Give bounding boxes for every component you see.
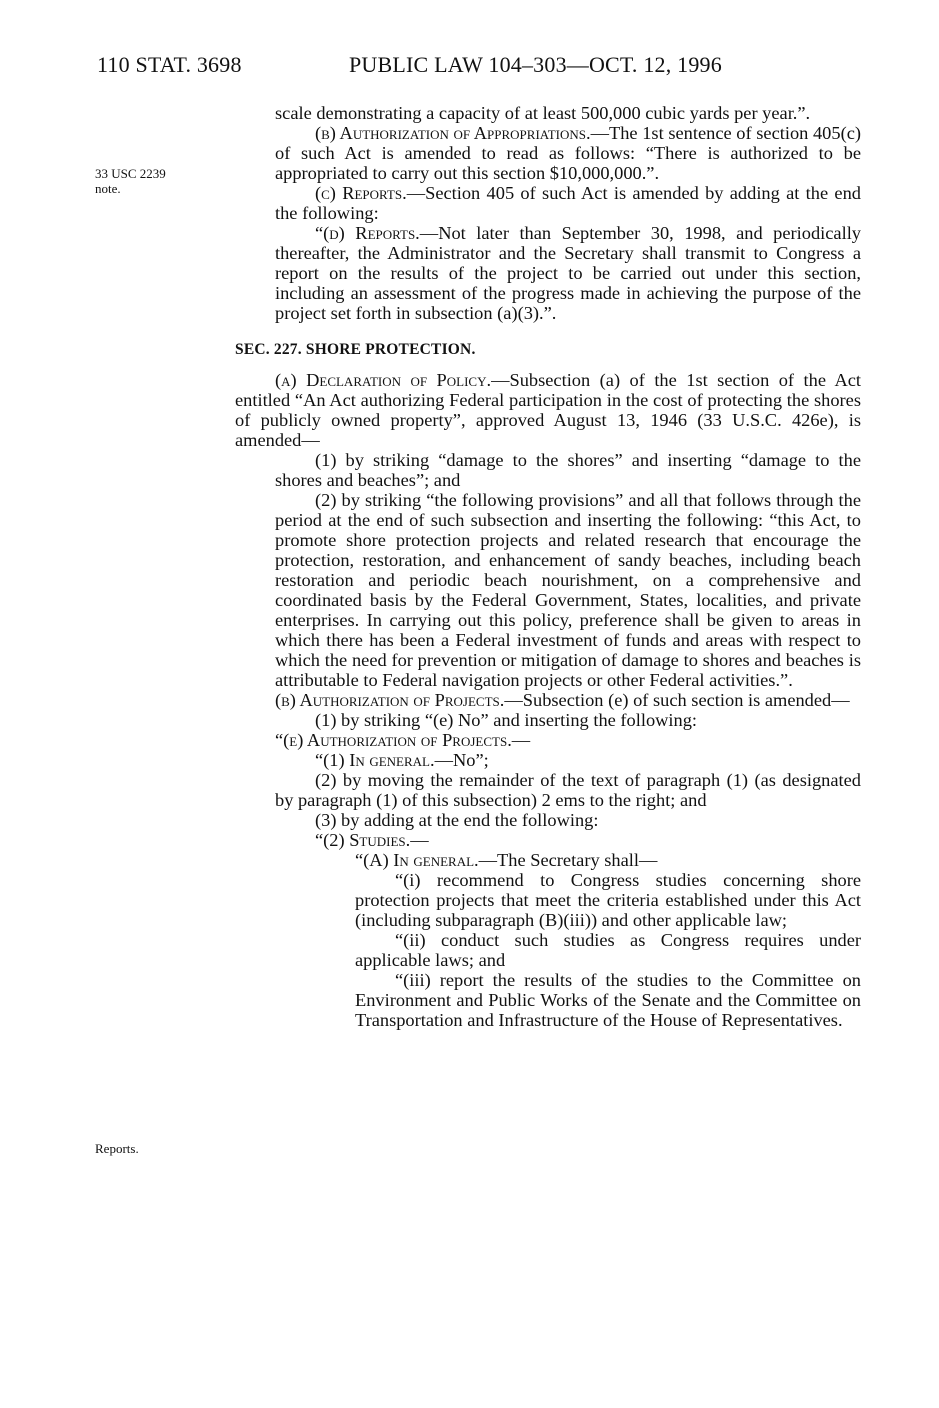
text-c-reports: —Section 405 of such Act is amended by adding at the end the following: <box>275 183 861 223</box>
heading-a-general: “(A) In general. <box>355 850 479 870</box>
margin-note-usc <box>95 166 166 196</box>
paragraph-3-adding: (3) by adding at the end the following: <box>315 810 599 830</box>
heading-e-projects: “(e) Authorization of Projects. <box>275 730 512 750</box>
paragraph-e-projects <box>235 730 861 750</box>
heading-1-general: “(1) In general. <box>315 750 435 770</box>
statute-page-number: 110 STAT. 3698 <box>97 52 242 77</box>
paragraph-2-studies <box>235 830 861 850</box>
text-e-projects: — <box>511 730 531 750</box>
paragraph-c-reports <box>235 183 861 223</box>
clause-i-recommend: “(i) recommend to Congress studies concerning shore protection projects that meet the criteria established under this Act (including subparagraph (B)(iii)) and other applicable law; <box>355 870 861 930</box>
text-d-reports: —Not later than September 30, 1998, and periodically thereafter, the Administrator and the Secretary shall transmit to Congress a report on the results of the project to be carried out under this section, including an assessment of the progress made in achieving the purpose of the project set forth in subsection (a)(3).”. <box>275 223 862 323</box>
paragraph-1-general <box>235 750 861 770</box>
usc-note: note. <box>95 181 121 196</box>
text-b-appropriations: —The 1st sentence of section 405(c) of such Act is amended to read as follows: “There is authorized to be appropriated to carry out this section $10,000,000.”. <box>275 123 861 183</box>
heading-d-reports: “(d) Reports. <box>315 223 420 243</box>
paragraph-continuation: scale demonstrating a capacity of at least 500,000 cubic yards per year.”. <box>275 103 811 123</box>
public-law-title: PUBLIC LAW 104–303—OCT. 12, 1996 <box>349 52 722 77</box>
heading-b-appropriations: (b) Authorization of Appropriations. <box>315 123 591 143</box>
paragraph-d-reports <box>235 223 861 323</box>
paragraph-2-moving: (2) by moving the remainder of the text of paragraph (1) (as designated by paragraph (1) of this subsection) 2 ems to the right; and <box>275 770 861 810</box>
clause-iii-report: “(iii) report the results of the studies to the Committee on Environment and Public Works of the Senate and the Committee on Transportation and Infrastructure of the House of Representatives. <box>355 970 861 1030</box>
document-body <box>235 103 861 1030</box>
paragraph-a-declaration <box>235 370 861 450</box>
margin-note-reports: Reports. <box>95 1141 139 1156</box>
paragraph-b-appropriations <box>235 123 861 183</box>
text-a-declaration: —Subsection (a) of the 1st section of the Act entitled “An Act authorizing Federal participation in the cost of protecting the shores of publicly owned property”, approved August 13, 1946 (33 U.S.C. 426e), is amended— <box>235 370 861 450</box>
heading-b-projects: (b) Authorization of Projects. <box>275 690 505 710</box>
text-2-studies: — <box>410 830 429 850</box>
paragraph-b-projects <box>235 690 861 710</box>
usc-citation: 33 USC 2239 <box>95 166 166 181</box>
clause-ii-conduct: “(ii) conduct such studies as Congress requires under applicable laws; and <box>355 930 861 970</box>
paragraph-1-striking: (1) by striking “damage to the shores” and inserting “damage to the shores and beaches”; and <box>275 450 861 490</box>
paragraph-1-no: (1) by striking “(e) No” and inserting the following: <box>315 710 698 730</box>
text-a-general: —The Secretary shall— <box>478 850 658 870</box>
paragraph-2-striking: (2) by striking “the following provisions” and all that follows through the period at the end of such subsection and inserting the following: “this Act, to promote shore protection projects and related research that encourage the protection, restoration, and enhancement of sandy beaches, including beach restoration and periodic beach nourishment, on a comprehensive and coordinated basis by the Federal Government, States, localities, and private enterprises. In carrying out this policy, preference shall be given to areas in which there has been a Federal investment of funds and areas with respect to which the need for prevention or mitigation of damage to shores and beaches is attributable to Federal navigation projects or other Federal activities.”. <box>275 490 861 690</box>
section-heading: SEC. 227. SHORE PROTECTION. <box>235 341 476 358</box>
heading-2-studies: “(2) Studies. <box>315 830 411 850</box>
paragraph-a-general <box>235 850 861 870</box>
heading-a-declaration: (a) Declaration of Policy. <box>275 370 492 390</box>
text-1-general: —No”; <box>434 750 489 770</box>
heading-c-reports: (c) Reports. <box>315 183 407 203</box>
text-b-projects: —Subsection (e) of such section is amended— <box>504 690 850 710</box>
